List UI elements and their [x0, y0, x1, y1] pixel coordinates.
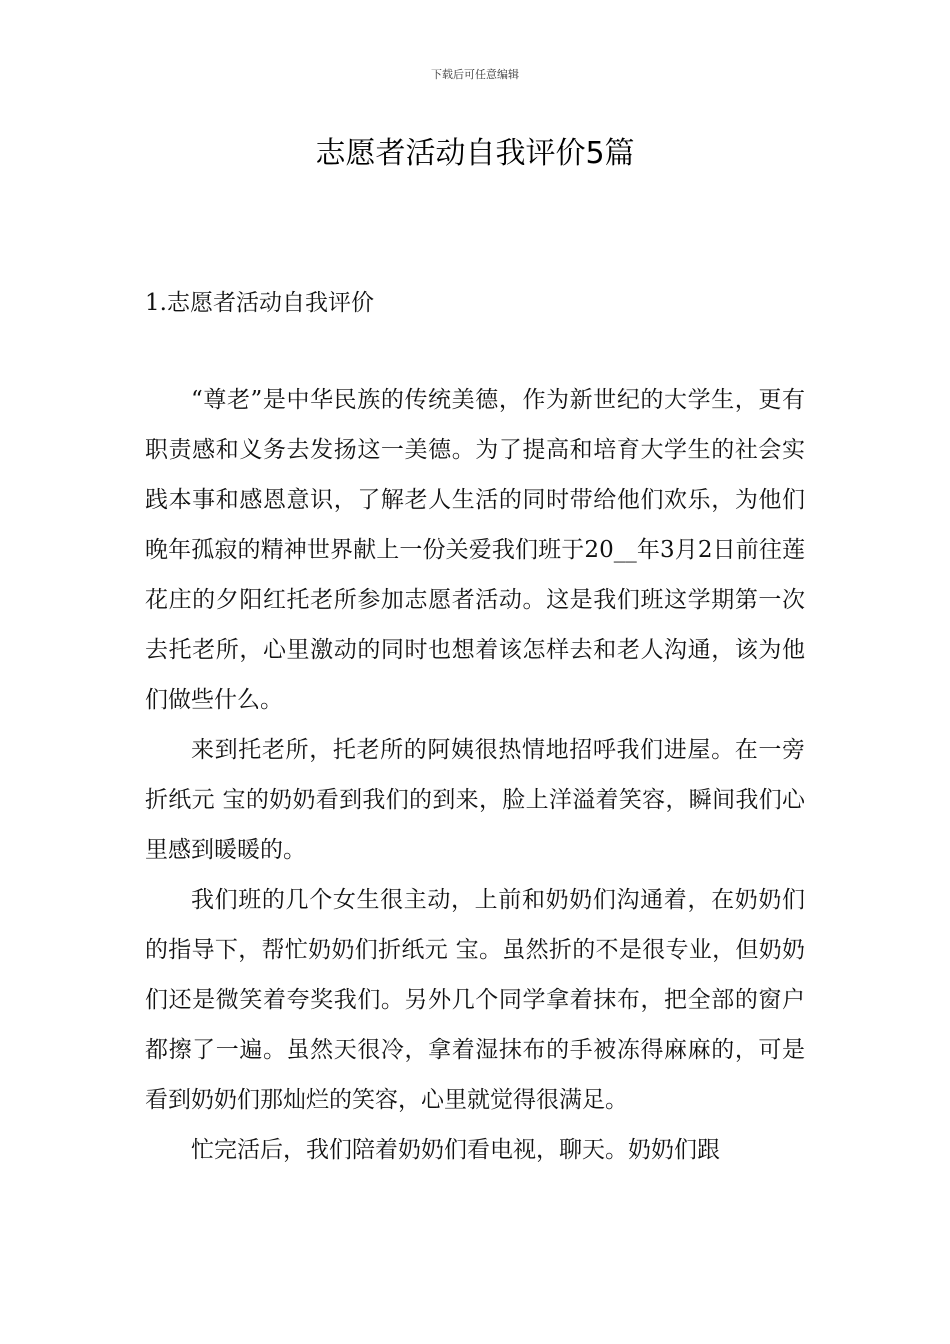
document-title: 志愿者活动自我评价5篇 — [315, 136, 635, 171]
paragraph: “尊老”是中华民族的传统美德，作为新世纪的大学生，更有职责感和义务去发扬这一美德。为了提高和培育大学生的社会实践本事和感恩意识，了解老人生活的同时带给他们欢乐，为他们晚年孤寂的精神世界献上一份关爱我们班于20__年3月2日前往莲花庄的夕阳红托老所参加志愿者活动。这是我们班这学期第一次去托老所，心里激动的同时也想着该怎样去和老人沟通，该为他们做些什么。 — [145, 387, 805, 713]
paragraph: 忙完活后，我们陪着奶奶们看电视，聊天。奶奶们跟 — [191, 1137, 720, 1163]
header-note: 下载后可任意编辑 — [431, 68, 519, 81]
section-heading: 1.志愿者活动自我评价 — [145, 290, 374, 316]
paragraph: 来到托老所，托老所的阿姨很热情地招呼我们进屋。在一旁折纸元 宝的奶奶看到我们的到来，脸上洋溢着笑容，瞬间我们心里感到暖暖的。 — [145, 737, 805, 863]
section-body — [145, 375, 805, 1175]
paragraph: 我们班的几个女生很主动，上前和奶奶们沟通着，在奶奶们的指导下，帮忙奶奶们折纸元 宝。虽然折的不是很专业，但奶奶们还是微笑着夸奖我们。另外几个同学拿着抹布，把全部的窗户都擦了一遍。虽然天很冷，拿着湿抹布的手被冻得麻麻的，可是看到奶奶们那灿烂的笑容，心里就觉得很满足。 — [145, 887, 805, 1113]
